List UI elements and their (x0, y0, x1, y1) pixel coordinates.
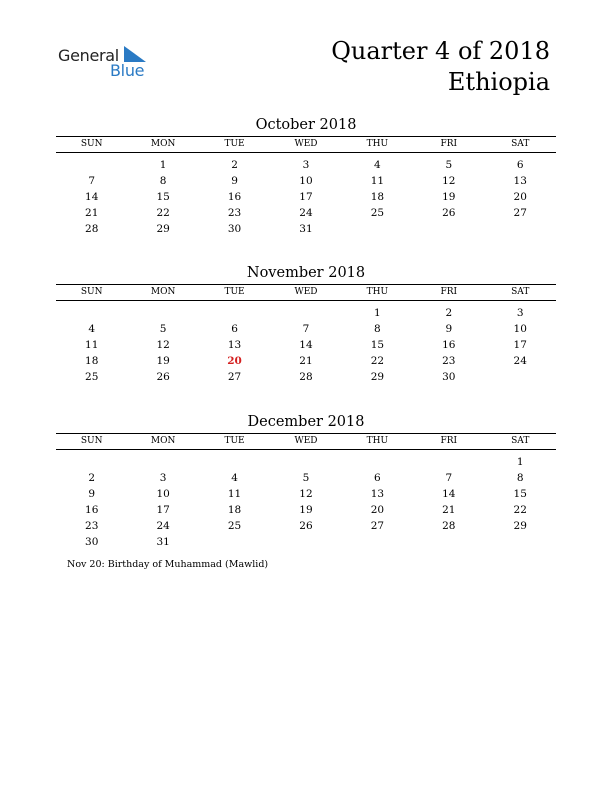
generalblue-logo (58, 42, 158, 82)
empty-day-cell (199, 534, 270, 550)
weekday-header: FRI (440, 436, 458, 446)
day-cell: 10 (156, 488, 170, 500)
empty-day-cell (270, 305, 341, 321)
week-row (56, 534, 556, 550)
day-cell: 26 (299, 520, 313, 532)
day-cell: 5 (302, 472, 310, 484)
week-row (56, 321, 556, 337)
week-row (56, 221, 556, 237)
day-cell: 3 (159, 472, 167, 484)
month-title: October 2018 (255, 117, 357, 133)
logo-word-blue: Blue (110, 61, 145, 80)
day-cell: 31 (156, 536, 170, 548)
day-cell: 5 (445, 159, 453, 171)
empty-day-cell (199, 454, 270, 470)
empty-day-cell (56, 305, 127, 321)
day-cell: 3 (302, 159, 310, 171)
day-cell: 29 (513, 520, 527, 532)
day-cell: 13 (227, 339, 242, 351)
empty-day-cell (485, 534, 556, 550)
day-cell: 18 (227, 504, 242, 516)
day-cell: 17 (156, 504, 170, 516)
week-row (56, 305, 556, 321)
day-cell: 16 (85, 504, 99, 516)
day-cell: 7 (302, 323, 310, 335)
empty-day-cell (127, 305, 198, 321)
day-cell: 11 (85, 339, 99, 351)
day-cell: 24 (156, 520, 170, 532)
empty-day-cell (342, 534, 413, 550)
day-cell: 12 (299, 488, 313, 500)
day-cell: 22 (370, 355, 385, 367)
month-title: December 2018 (247, 414, 365, 430)
logo-word-general: General (58, 46, 119, 65)
empty-day-cell (270, 534, 341, 550)
weekday-header: SAT (511, 287, 530, 297)
day-cell: 9 (445, 323, 453, 335)
day-cell: 27 (227, 371, 242, 383)
day-cell: 1 (374, 307, 381, 319)
day-cell: 24 (299, 207, 313, 219)
day-cell: 20 (370, 504, 385, 516)
weeks-grid (56, 301, 556, 385)
day-cell: 19 (299, 504, 313, 516)
week-row (56, 518, 556, 534)
weekday-header: THU (366, 287, 389, 297)
empty-day-cell (485, 369, 556, 385)
day-cell: 15 (513, 488, 527, 500)
day-cell: 26 (156, 371, 170, 383)
month-title: November 2018 (246, 265, 366, 281)
day-cell: 28 (299, 371, 313, 383)
day-cell: 30 (227, 223, 242, 235)
day-cell: 31 (299, 223, 313, 235)
day-cell: 17 (513, 339, 527, 351)
day-cell: 18 (85, 355, 99, 367)
day-cell: 9 (88, 488, 96, 500)
weekday-header: MON (150, 139, 176, 149)
week-row (56, 157, 556, 173)
weekday-header-row (56, 284, 556, 301)
empty-day-cell (413, 454, 484, 470)
weeks-grid (56, 450, 556, 550)
day-cell: 21 (85, 207, 99, 219)
day-cell: 27 (370, 520, 385, 532)
day-cell: 30 (85, 536, 99, 548)
page-header (331, 36, 550, 98)
empty-day-cell (413, 221, 484, 237)
week-row (56, 470, 556, 486)
day-cell: 18 (370, 191, 385, 203)
day-cell: 21 (299, 355, 313, 367)
day-cell: 10 (299, 175, 313, 187)
day-cell: 16 (227, 191, 242, 203)
week-row (56, 486, 556, 502)
day-cell: 15 (370, 339, 385, 351)
day-cell: 25 (370, 207, 385, 219)
empty-day-cell (342, 454, 413, 470)
day-cell: 11 (227, 488, 242, 500)
weekday-header: FRI (440, 139, 458, 149)
week-row (56, 369, 556, 385)
day-cell: 17 (299, 191, 313, 203)
weekday-header: SUN (80, 287, 103, 297)
day-cell: 6 (374, 472, 381, 484)
holiday-day-cell: 20 (227, 355, 242, 367)
day-cell: 28 (85, 223, 99, 235)
day-cell: 12 (442, 175, 456, 187)
weekday-header: MON (150, 436, 176, 446)
weekday-header: SUN (80, 436, 103, 446)
day-cell: 29 (370, 371, 385, 383)
empty-day-cell (342, 221, 413, 237)
day-cell: 25 (85, 371, 99, 383)
day-cell: 4 (88, 323, 96, 335)
day-cell: 7 (88, 175, 96, 187)
day-cell: 29 (156, 223, 170, 235)
day-cell: 20 (513, 191, 527, 203)
empty-day-cell (127, 454, 198, 470)
day-cell: 14 (85, 191, 99, 203)
day-cell: 8 (516, 472, 524, 484)
day-cell: 12 (156, 339, 170, 351)
day-cell: 13 (513, 175, 527, 187)
empty-day-cell (270, 454, 341, 470)
week-row (56, 502, 556, 518)
day-cell: 6 (516, 159, 524, 171)
day-cell: 23 (85, 520, 99, 532)
day-cell: 6 (231, 323, 238, 335)
weekday-header-row (56, 136, 556, 153)
weekday-header: TUE (224, 436, 245, 446)
weekday-header: TUE (224, 139, 245, 149)
day-cell: 7 (445, 472, 453, 484)
day-cell: 23 (227, 207, 242, 219)
day-cell: 8 (374, 323, 381, 335)
day-cell: 1 (516, 456, 524, 468)
month-calendar (56, 116, 556, 237)
week-row (56, 353, 556, 369)
day-cell: 14 (299, 339, 313, 351)
weekday-header: SUN (80, 139, 103, 149)
weekday-header: THU (366, 139, 389, 149)
day-cell: 4 (231, 472, 238, 484)
empty-day-cell (413, 534, 484, 550)
day-cell: 24 (513, 355, 527, 367)
day-cell: 16 (442, 339, 456, 351)
day-cell: 2 (88, 472, 96, 484)
day-cell: 19 (156, 355, 170, 367)
day-cell: 5 (159, 323, 167, 335)
day-cell: 21 (442, 504, 456, 516)
day-cell: 3 (516, 307, 524, 319)
country-title: Ethiopia (447, 68, 550, 96)
day-cell: 2 (231, 159, 238, 171)
logo-triangle-icon (124, 46, 146, 62)
day-cell: 27 (513, 207, 527, 219)
weekday-header-row (56, 433, 556, 450)
week-row (56, 205, 556, 221)
holiday-footnote: Nov 20: Birthday of Muhammad (Mawlid) (67, 559, 269, 570)
day-cell: 22 (156, 207, 170, 219)
weeks-grid (56, 153, 556, 237)
day-cell: 10 (513, 323, 527, 335)
weekday-header: WED (294, 287, 318, 297)
day-cell: 30 (442, 371, 456, 383)
day-cell: 2 (445, 307, 453, 319)
empty-day-cell (56, 157, 127, 173)
week-row (56, 337, 556, 353)
weekday-header: MON (150, 287, 176, 297)
day-cell: 25 (227, 520, 242, 532)
day-cell: 19 (442, 191, 456, 203)
empty-day-cell (56, 454, 127, 470)
weekday-header: WED (294, 436, 318, 446)
day-cell: 11 (370, 175, 385, 187)
empty-day-cell (485, 221, 556, 237)
day-cell: 8 (159, 175, 167, 187)
week-row (56, 173, 556, 189)
month-calendar (56, 413, 556, 550)
day-cell: 4 (374, 159, 381, 171)
weekday-header: SAT (511, 436, 530, 446)
day-cell: 15 (156, 191, 170, 203)
quarter-title: Quarter 4 of 2018 (331, 37, 550, 65)
week-row (56, 189, 556, 205)
week-row (56, 454, 556, 470)
day-cell: 14 (442, 488, 456, 500)
day-cell: 23 (442, 355, 456, 367)
weekday-header: TUE (224, 287, 245, 297)
month-calendar (56, 264, 556, 385)
weekday-header: FRI (440, 287, 458, 297)
weekday-header: WED (294, 139, 318, 149)
weekday-header: THU (366, 436, 389, 446)
day-cell: 28 (442, 520, 456, 532)
weekday-header: SAT (511, 139, 530, 149)
day-cell: 13 (370, 488, 385, 500)
empty-day-cell (199, 305, 270, 321)
day-cell: 22 (513, 504, 527, 516)
day-cell: 9 (231, 175, 238, 187)
day-cell: 1 (159, 159, 167, 171)
day-cell: 26 (442, 207, 456, 219)
